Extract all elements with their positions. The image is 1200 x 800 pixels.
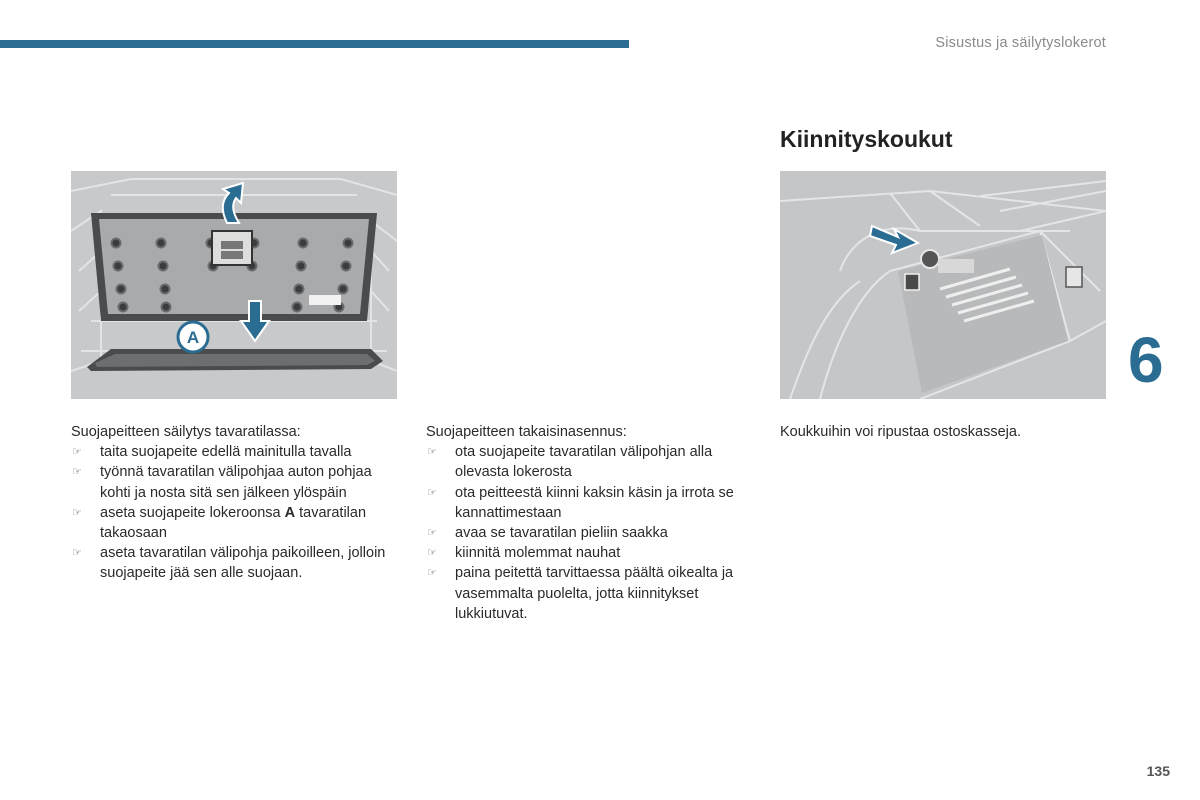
- pointing-hand-icon: ☞: [427, 486, 437, 499]
- text-column-storage: [71, 422, 401, 584]
- callout-reference: A: [284, 504, 296, 521]
- list-item: ☞ ota peitteestä kiinni kaksin käsin ja irrota se kannattimestaan: [427, 484, 734, 521]
- pointing-hand-icon: ☞: [427, 446, 437, 459]
- list-item: ☞ aseta tavaratilan välipohja paikoilleen, jolloin suojapeite jää sen alle suojaan.: [72, 545, 386, 582]
- pointing-hand-icon: ☞: [72, 506, 82, 519]
- section-title: Kiinnityskoukut: [780, 126, 953, 152]
- column-lead: Koukkuihin voi ripustaa ostoskasseja.: [780, 424, 1021, 440]
- boot-hooks-illustration: [780, 171, 1106, 399]
- list-item: ☞ kiinnitä molemmat nauhat: [426, 543, 756, 563]
- pointing-hand-icon: ☞: [72, 446, 82, 459]
- page-number: 135: [1146, 763, 1170, 779]
- instruction-list: [71, 442, 401, 583]
- instruction-list: [426, 442, 756, 624]
- column-lead: Suojapeitteen takaisinasennus:: [426, 424, 627, 440]
- pointing-hand-icon: ☞: [427, 527, 437, 540]
- running-header: Sisustus ja säilytyslokerot: [935, 35, 1106, 51]
- boot-floor-illustration: [71, 171, 397, 399]
- list-item: ☞ aseta suojapeite lokeroonsa A tavaratilan takaosaan: [72, 504, 367, 542]
- pointing-hand-icon: ☞: [72, 547, 82, 560]
- list-item: ☞ avaa se tavaratilan pieliin saakka: [426, 523, 756, 543]
- pointing-hand-icon: ☞: [427, 547, 437, 560]
- list-item: ☞ paina peitettä tarvittaessa päältä oikealta ja vasemmalta puolelta, jotta kiinnitykset lukkiutuvat.: [427, 565, 734, 622]
- list-item: ☞ työnnä tavaratilan välipohjaa auton pohjaa kohti ja nosta sitä sen jälkeen ylöspäin: [72, 464, 372, 501]
- callout-a-label: A: [186, 328, 200, 347]
- text-column-hooks: [780, 422, 1110, 442]
- chapter-number: 6: [1128, 324, 1164, 396]
- column-lead: Suojapeitteen säilytys tavaratilassa:: [71, 424, 301, 440]
- list-item: ☞ taita suojapeite edellä mainitulla tavalla: [71, 442, 401, 462]
- header-accent-bar: [0, 40, 629, 48]
- list-item: ☞ ota suojapeite tavaratilan välipohjan alla olevasta lokerosta: [427, 444, 713, 481]
- text-column-refitting: [426, 422, 756, 624]
- pointing-hand-icon: ☞: [72, 466, 82, 479]
- pointing-hand-icon: ☞: [427, 567, 437, 580]
